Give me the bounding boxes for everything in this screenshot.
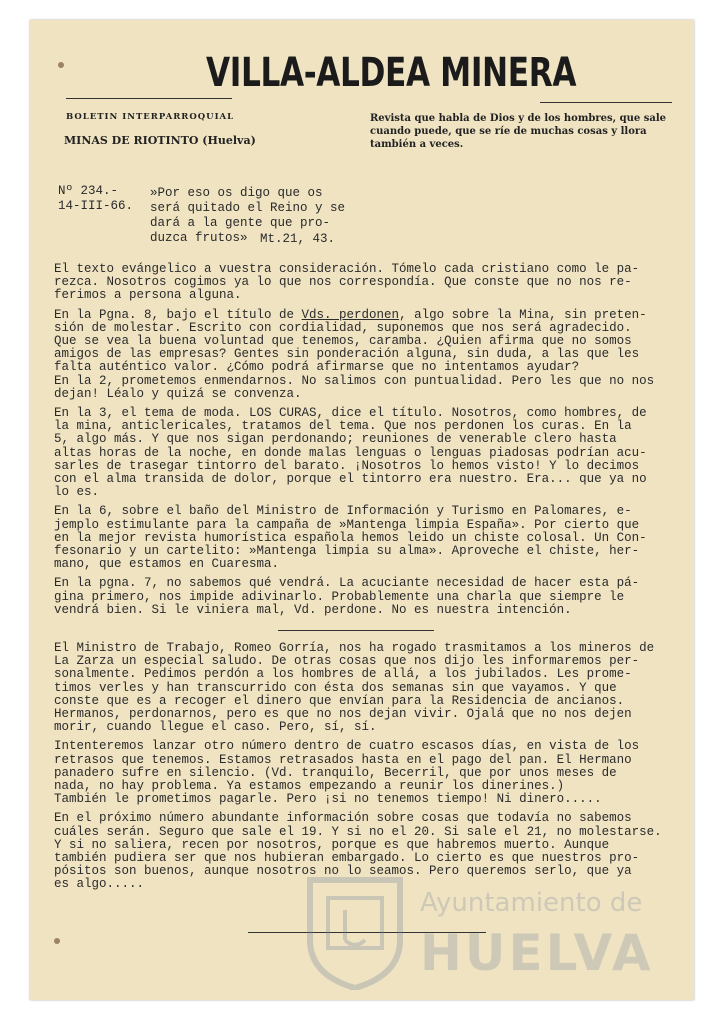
boletin-label: BOLETIN INTERPARROQUIAL [66, 112, 235, 122]
section-1 [54, 263, 688, 623]
coat-of-arms-icon [300, 870, 410, 990]
masthead-rule-right [540, 102, 672, 103]
article-title-ref: Vds. perdonen [301, 307, 400, 322]
watermark-line1: Ayuntamiento de [420, 888, 643, 918]
location-label: MINAS DE RIOTINTO (Huelva) [64, 134, 256, 147]
watermark-line2: HUELVA [420, 924, 654, 982]
archive-watermark [300, 870, 680, 990]
issue-number: Nº 234.- [58, 184, 119, 198]
masthead-rule-left [66, 98, 232, 99]
paragraph: En el próximo número abundante información sobre cosas que todavía no sabemos cuáles serán. Seguro que sale el 19. Y si no el 20. Si sale el 21, no molestarse. Y si no saliera, recen por nosotros, porque es que habremos muerto. Aunque también pudiera ser que nos hubieran embargado. Lo cierto es que nuestros pro- pósitos son buenos, aunque nosotros no lo seamos. Pero queremos serlo, que ya es algo..... [54, 811, 662, 892]
issue-number-date [58, 184, 133, 214]
paragraph: En la 6, sobre el baño del Ministro de Información y Turismo en Palomares, e- jemplo estimulante para la campaña de »Mantenga limpia España». Por cierto que en la mejor revista humorística española hemos leido un chiste colosal. Un Con- fesonario y un cartelito: »Mantenga limpia su alma». Aproveche el chiste, her- mano, que estamos en Cuaresma. [54, 504, 647, 572]
section-2 [54, 642, 688, 898]
paper-mark [58, 62, 64, 68]
epigraph-quote: »Por eso os digo que os será quitado el Reino y se dará a la gente que pro- duzca frutos» [150, 186, 346, 245]
masthead-title: VILLA-ALDEA MINERA [206, 50, 577, 96]
paragraph-text: En la Pgna. 8, bajo el título de [54, 307, 302, 322]
document-page [30, 20, 694, 1000]
paragraph: En la 3, el tema de moda. LOS CURAS, dice el título. Nosotros, como hombres, de la mina, anticlericales, tratamos del tema. Que nos perdonen los curas. En la 5, algo más. Y que nos sigan perdonando; reuniones de venerable clero hasta altas horas de la noche, en donde malas lenguas o lenguas piadosas podrían acu- sarles de trasegar tintorro del barato. ¡Nosotros lo hemos visto! Y lo decimos con el alma transida de dolor, porque el tintorro era nuestro. Era... que ya no lo es. [54, 406, 647, 500]
paragraph: El Ministro de Trabajo, Romeo Gorría, nos ha rogado trasmitamos a los mineros de La Zarza un especial saludo. De otras cosas que nos dijo les informaremos per- sonalmente. Pedimos perdón a los hombres de allá, a los jubilados. Les prome- timos verles y han transcurrido con ésta dos semanas sin que vayamos. Y que conste que es a recoger el dinero que envían para la Residencia de ancianos. Hermanos, perdonarnos, pero es que no nos dejan vivir. Ojalá que no nos dejen morir, cuando llegue el caso. Pero, sí, sí. [54, 641, 655, 735]
section-divider [278, 630, 434, 631]
paragraph: El texto evángelico a vuestra consideración. Tómelo cada cristiano como le pa- rezca. Nosotros cogimos ya lo que nos correspondía. Que conste que no nos re- ferimos a persona alguna. [54, 262, 640, 303]
epigraph-citation: Mt.21, 43. [260, 232, 336, 246]
paragraph: En la pgna. 7, no sabemos qué vendrá. La acuciante necesidad de hacer esta pá- gina primero, nos impide adivinarlo. Probablemente una charla que siempre le vendrá bien. Si le viniera mal, Vd. perdone. No es nuestra intención. [54, 576, 640, 617]
paragraph: Intenteremos lanzar otro número dentro de cuatro escasos días, en vista de los retrasos que tenemos. Estamos retrasados hasta en el pago del pan. El Hermano panadero sufre en silencio. (Vd. tranquilo, Becerril, que por unos meses de nada, no hay problema. Ya estamos empezando a reunir los dinerines.) También le prometimos pagarle. Pero ¡si no tenemos tiempo! Ni dinero..... [54, 739, 640, 807]
issue-date: 14-III-66. [58, 199, 134, 213]
tagline: Revista que habla de Dios y de los hombres, que sale cuando puede, que se ríe de muchas cosas y llora también a veces. [370, 113, 667, 150]
paper-mark [54, 938, 60, 944]
paragraph [54, 309, 688, 401]
paragraph-text: , algo sobre la Mina, sin preten- sión de molestar. Escrito con cordialidad, suponemos que nos será agradecido. Que se vea la buena voluntad que tenemos, caramba. ¿Quien afirma que no somos amigos de las empresas? Gentes sin ponderación alguna, sin duda, a las que les falta auténtico valor. ¿Cómo podrá afirmarse que no intentamos ayudar? En la 2, prometemos enmendarnos. No salimos con puntualidad. Pero les que no nos dejan! Léalo y quizá se convenza. [54, 307, 655, 401]
